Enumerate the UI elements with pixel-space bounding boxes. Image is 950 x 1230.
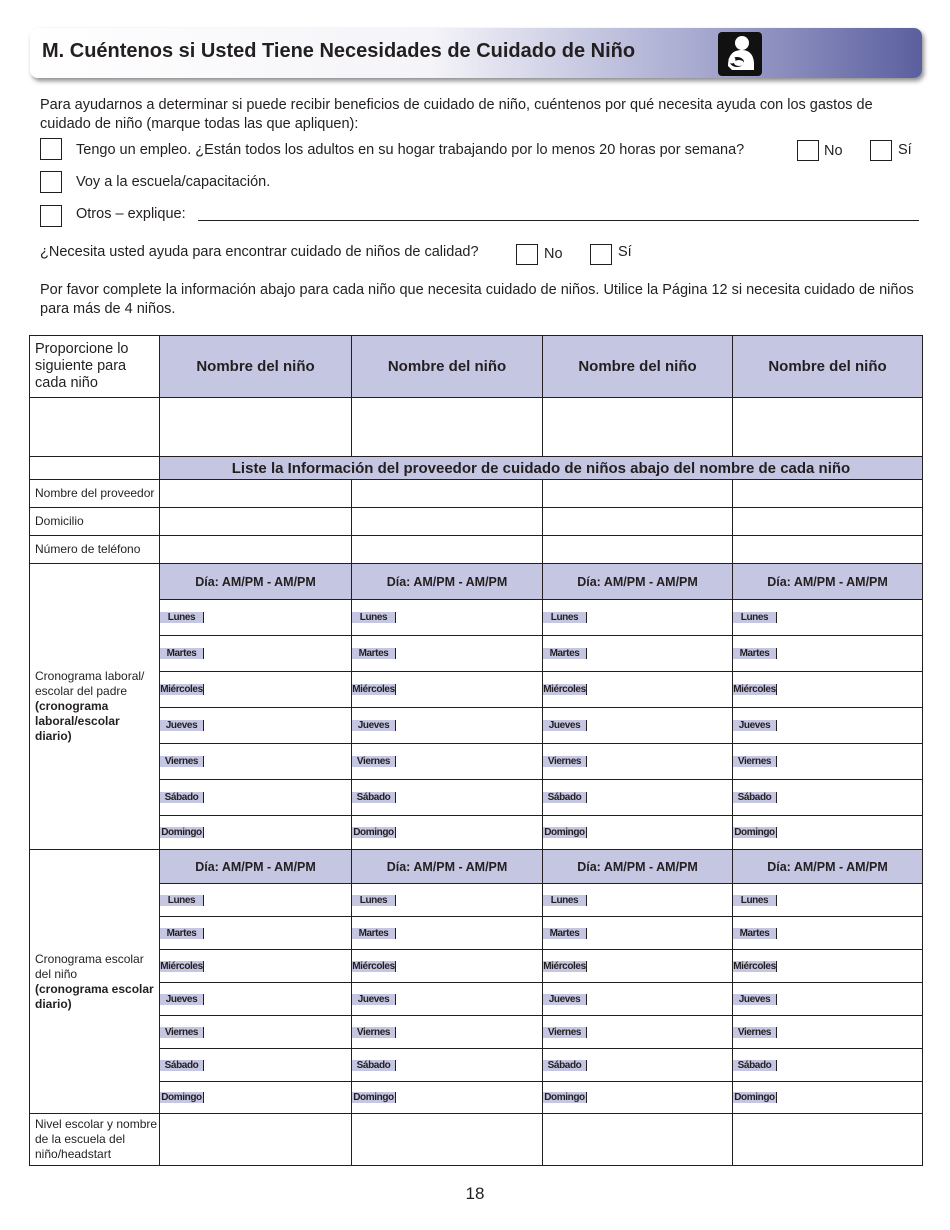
schedule-cell: [733, 1049, 923, 1082]
child-name-cell[interactable]: [543, 398, 733, 457]
child-name-header: Nombre del niño: [733, 336, 923, 398]
day-header: Día: AM/PM - AM/PM: [543, 564, 733, 600]
schedule-row: [352, 720, 542, 731]
schedule-cell: [543, 950, 733, 983]
day-label: Jueves: [733, 994, 777, 1005]
schedule-row: [543, 684, 732, 695]
provider-phone-cell[interactable]: [733, 536, 923, 564]
provider-address-cell[interactable]: [352, 508, 543, 536]
schedule-row: [733, 792, 922, 803]
schedule-row: [160, 1027, 351, 1038]
schedule-time-cell[interactable]: [777, 612, 922, 623]
school-level-cell[interactable]: [543, 1114, 733, 1166]
provider-phone-label: Número de teléfono: [30, 536, 160, 564]
children-care-table: [29, 335, 923, 1166]
day-label: Domingo: [733, 1092, 777, 1103]
day-label: Martes: [543, 648, 587, 659]
provider-name-cell[interactable]: [160, 480, 352, 508]
schedule-row: [352, 1092, 542, 1103]
mother-child-icon: [718, 32, 762, 76]
schedule-row: [160, 928, 351, 939]
schedule-time-cell[interactable]: [777, 756, 922, 767]
schedule-cell: [733, 636, 923, 672]
day-header: Día: AM/PM - AM/PM: [160, 564, 352, 600]
day-label: Viernes: [543, 756, 587, 767]
schedule-cell: [160, 950, 352, 983]
schedule-time-cell[interactable]: [587, 1092, 732, 1103]
schedule-cell: [160, 1082, 352, 1114]
schedule-cell: [543, 917, 733, 950]
schedule-row: [543, 895, 732, 906]
schedule-cell: [543, 1082, 733, 1114]
schedule-cell: [352, 744, 543, 780]
schedule-row: [733, 720, 922, 731]
schedule-time-cell[interactable]: [587, 612, 732, 623]
schedule-time-cell[interactable]: [396, 994, 542, 1005]
blank-cell: [30, 398, 160, 457]
schedule-time-cell[interactable]: [587, 1060, 732, 1071]
adults-working-yes-label: Sí: [898, 142, 912, 158]
schedule-row: [543, 1060, 732, 1071]
day-label: Sábado: [543, 1060, 587, 1071]
provider-phone-cell[interactable]: [352, 536, 543, 564]
schedule-time-cell[interactable]: [204, 1092, 351, 1103]
schedule-row: [160, 961, 351, 972]
other-explain-line[interactable]: [198, 220, 919, 221]
schedule-row: [543, 756, 732, 767]
schedule-row: [733, 1060, 922, 1071]
day-label: Sábado: [160, 792, 204, 803]
schedule-row: [160, 1092, 351, 1103]
day-label: Martes: [733, 648, 777, 659]
schedule-cell: [160, 983, 352, 1016]
schedule-cell: [733, 816, 923, 850]
schedule-row: [543, 648, 732, 659]
schedule-time-cell[interactable]: [587, 792, 732, 803]
schedule-cell: [733, 1016, 923, 1049]
schedule-time-cell[interactable]: [777, 792, 922, 803]
schedule-row: [733, 928, 922, 939]
schedule-time-cell[interactable]: [204, 928, 351, 939]
schedule-cell: [733, 1082, 923, 1114]
schedule-row: [160, 612, 351, 623]
child-name-cell[interactable]: [733, 398, 923, 457]
schedule-time-cell[interactable]: [587, 684, 732, 695]
day-label: Miércoles: [543, 684, 586, 695]
schedule-cell: [352, 884, 543, 917]
schedule-row: [543, 792, 732, 803]
quality-yes-label: Sí: [618, 244, 632, 260]
schedule-cell: [160, 708, 352, 744]
schedule-cell: [352, 1082, 543, 1114]
child-name-header: Nombre del niño: [352, 336, 543, 398]
schedule-time-cell[interactable]: [777, 1060, 922, 1071]
day-label: Sábado: [543, 792, 587, 803]
adults-working-no-label: No: [824, 143, 843, 159]
schedule-time-cell[interactable]: [777, 827, 922, 838]
schedule-row: [543, 827, 732, 838]
schedule-cell: [352, 708, 543, 744]
day-label: Jueves: [733, 720, 777, 731]
schedule-time-cell[interactable]: [396, 792, 542, 803]
schedule-time-cell[interactable]: [204, 756, 351, 767]
schedule-row: [352, 895, 542, 906]
schedule-time-cell[interactable]: [204, 648, 351, 659]
schedule-row: [733, 895, 922, 906]
schedule-cell: [160, 1049, 352, 1082]
schedule-row: [352, 928, 542, 939]
child-name-cell[interactable]: [352, 398, 543, 457]
schedule-time-cell[interactable]: [204, 720, 351, 731]
school-level-label: Nivel escolar y nombre de la escuela del niño/headstart: [30, 1114, 160, 1166]
section-header: [30, 28, 922, 78]
schedule-row: [160, 648, 351, 659]
day-label: Jueves: [352, 720, 396, 731]
schedule-row: [733, 827, 922, 838]
schedule-cell: [733, 950, 923, 983]
schedule-time-cell[interactable]: [396, 648, 542, 659]
schedule-row: [352, 612, 542, 623]
adults-working-yes-checkbox[interactable]: [870, 140, 892, 161]
child-name-header: Nombre del niño: [160, 336, 352, 398]
schedule-time-cell[interactable]: [777, 1027, 922, 1038]
schedule-row: [160, 895, 351, 906]
schedule-row: [160, 684, 351, 695]
schedule-row: [352, 961, 542, 972]
day-label: Domingo: [543, 827, 587, 838]
day-label: Lunes: [543, 895, 587, 906]
quality-no-label: No: [544, 246, 563, 262]
schedule-row: [160, 1060, 351, 1071]
schedule-cell: [160, 816, 352, 850]
schedule-time-cell[interactable]: [396, 928, 542, 939]
schedule-row: [160, 756, 351, 767]
schedule-row: [733, 961, 922, 972]
schedule-row: [352, 1027, 542, 1038]
schedule-row: [543, 1027, 732, 1038]
schedule-time-cell[interactable]: [204, 612, 351, 623]
day-label: Miércoles: [733, 960, 776, 972]
day-label: Viernes: [733, 1027, 777, 1038]
day-label: Domingo: [543, 1092, 587, 1103]
day-label: Miércoles: [160, 684, 203, 695]
day-label: Lunes: [543, 612, 587, 623]
quality-question: ¿Necesita usted ayuda para encontrar cuidado de niños de calidad?: [40, 244, 479, 260]
schedule-time-cell[interactable]: [587, 720, 732, 731]
schedule-time-cell[interactable]: [777, 961, 922, 972]
schedule-cell: [733, 884, 923, 917]
day-label: Sábado: [160, 1060, 204, 1071]
schedule-row: [733, 648, 922, 659]
day-label: Viernes: [160, 1027, 204, 1038]
day-label: Domingo: [733, 827, 777, 838]
schedule-time-cell[interactable]: [396, 895, 542, 906]
day-label: Miércoles: [733, 684, 776, 695]
day-label: Viernes: [543, 1027, 587, 1038]
schedule-row: [352, 756, 542, 767]
provider-name-label: Nombre del proveedor: [30, 480, 160, 508]
day-label: Lunes: [733, 612, 777, 623]
schedule-row: [352, 684, 542, 695]
parent-schedule-bold: (cronograma laboral/escolar diario): [35, 699, 120, 743]
schedule-cell: [543, 983, 733, 1016]
schedule-row: [352, 994, 542, 1005]
schedule-cell: [733, 672, 923, 708]
day-label: Domingo: [352, 827, 396, 838]
day-header: Día: AM/PM - AM/PM: [352, 564, 543, 600]
provider-address-cell[interactable]: [733, 508, 923, 536]
schedule-cell: [733, 983, 923, 1016]
schedule-cell: [352, 983, 543, 1016]
schedule-row: [160, 792, 351, 803]
schedule-cell: [543, 708, 733, 744]
child-name-cell[interactable]: [160, 398, 352, 457]
day-label: Jueves: [543, 994, 587, 1005]
day-label: Miércoles: [543, 960, 586, 972]
day-label: Sábado: [352, 1060, 396, 1071]
schedule-time-cell[interactable]: [587, 994, 732, 1005]
schedule-cell: [160, 672, 352, 708]
schedule-row: [352, 648, 542, 659]
schedule-time-cell[interactable]: [777, 648, 922, 659]
day-label: Jueves: [160, 994, 204, 1005]
schedule-cell: [160, 884, 352, 917]
schedule-time-cell[interactable]: [777, 928, 922, 939]
schedule-row: [543, 961, 732, 972]
schedule-row: [352, 792, 542, 803]
day-label: Lunes: [160, 895, 204, 906]
day-label: Miércoles: [160, 960, 203, 972]
schedule-row: [160, 994, 351, 1005]
adults-working-no-checkbox[interactable]: [797, 140, 819, 161]
day-label: Lunes: [352, 895, 396, 906]
parent-schedule-label: [30, 564, 160, 850]
provider-phone-cell[interactable]: [543, 536, 733, 564]
provider-name-cell[interactable]: [733, 480, 923, 508]
schedule-time-cell[interactable]: [396, 1092, 542, 1103]
schedule-time-cell[interactable]: [396, 1060, 542, 1071]
provider-name-cell[interactable]: [543, 480, 733, 508]
schedule-time-cell[interactable]: [204, 1027, 351, 1038]
schedule-time-cell[interactable]: [204, 792, 351, 803]
schedule-row: [733, 1092, 922, 1103]
schedule-cell: [160, 1016, 352, 1049]
schedule-row: [352, 827, 542, 838]
quality-no-checkbox[interactable]: [516, 244, 538, 265]
other-checkbox[interactable]: [40, 205, 62, 227]
employment-label: Tengo un empleo. ¿Están todos los adultos en su hogar trabajando por lo menos 20 horas por semana?: [76, 142, 745, 158]
day-label: Martes: [543, 928, 587, 939]
schedule-time-cell[interactable]: [587, 928, 732, 939]
schedule-time-cell[interactable]: [396, 827, 542, 838]
parent-schedule-text: Cronograma laboral/ escolar del padre: [35, 669, 145, 698]
schedule-cell: [352, 780, 543, 816]
child-schedule-bold: (cronograma escolar diario): [35, 981, 154, 1011]
schedule-time-cell[interactable]: [777, 720, 922, 731]
school-label: Voy a la escuela/capacitación.: [76, 174, 271, 190]
schedule-cell: [543, 600, 733, 636]
schedule-row: [543, 928, 732, 939]
schedule-cell: [543, 1049, 733, 1082]
schedule-time-cell[interactable]: [587, 756, 732, 767]
child-name-header: Nombre del niño: [543, 336, 733, 398]
day-label: Sábado: [352, 792, 396, 803]
provider-name-cell[interactable]: [352, 480, 543, 508]
day-header: Día: AM/PM - AM/PM: [543, 850, 733, 884]
schedule-cell: [733, 708, 923, 744]
schedule-cell: [352, 600, 543, 636]
schedule-cell: [160, 600, 352, 636]
schedule-row: [733, 756, 922, 767]
schedule-row: [543, 720, 732, 731]
day-label: Viernes: [352, 1027, 396, 1038]
page-number: 18: [465, 1184, 485, 1203]
schedule-time-cell[interactable]: [396, 961, 542, 972]
day-label: Martes: [733, 928, 777, 939]
school-checkbox[interactable]: [40, 171, 62, 193]
schedule-cell: [160, 744, 352, 780]
day-label: Sábado: [733, 792, 777, 803]
section-title: M. Cuéntenos si Usted Tiene Necesidades de Cuidado de Niño: [42, 40, 636, 62]
day-label: Sábado: [733, 1060, 777, 1071]
day-label: Domingo: [160, 1092, 204, 1103]
schedule-cell: [733, 744, 923, 780]
schedule-cell: [352, 672, 543, 708]
schedule-row: [543, 1092, 732, 1103]
schedule-time-cell[interactable]: [204, 994, 351, 1005]
provider-banner: Liste la Información del proveedor de cuidado de niños abajo del nombre de cada niño: [160, 457, 923, 480]
provider-phone-cell[interactable]: [160, 536, 352, 564]
schedule-row: [160, 827, 351, 838]
day-label: Martes: [160, 648, 204, 659]
day-header: Día: AM/PM - AM/PM: [352, 850, 543, 884]
intro-text: Para ayudarnos a determinar si puede recibir beneficios de cuidado de niño, cuéntenos por qué necesita ayuda con los gastos de cuidado de niño (marque todas las que apliquen):: [40, 97, 873, 132]
schedule-cell: [352, 1016, 543, 1049]
day-label: Jueves: [543, 720, 587, 731]
schedule-cell: [733, 600, 923, 636]
day-header: Día: AM/PM - AM/PM: [160, 850, 352, 884]
schedule-time-cell[interactable]: [587, 827, 732, 838]
child-schedule-label: [30, 850, 160, 1114]
day-label: Miércoles: [352, 960, 395, 972]
provider-address-cell[interactable]: [543, 508, 733, 536]
other-label: Otros – explique:: [76, 206, 186, 222]
schedule-time-cell[interactable]: [396, 612, 542, 623]
quality-yes-checkbox[interactable]: [590, 244, 612, 265]
day-label: Jueves: [352, 994, 396, 1005]
schedule-time-cell[interactable]: [587, 1027, 732, 1038]
schedule-cell: [543, 744, 733, 780]
schedule-cell: [352, 1049, 543, 1082]
schedule-cell: [733, 780, 923, 816]
day-label: Lunes: [160, 612, 204, 623]
school-level-cell[interactable]: [160, 1114, 352, 1166]
day-header: Día: AM/PM - AM/PM: [733, 564, 923, 600]
day-label: Martes: [352, 928, 396, 939]
schedule-time-cell[interactable]: [396, 756, 542, 767]
schedule-row: [733, 612, 922, 623]
day-label: Viernes: [160, 756, 204, 767]
school-level-cell[interactable]: [352, 1114, 543, 1166]
schedule-time-cell[interactable]: [777, 994, 922, 1005]
schedule-time-cell[interactable]: [204, 684, 351, 695]
child-schedule-text: Cronograma escolar del niño: [35, 951, 144, 981]
schedule-time-cell[interactable]: [777, 684, 922, 695]
schedule-cell: [543, 672, 733, 708]
schedule-cell: [352, 917, 543, 950]
schedule-row: [543, 994, 732, 1005]
schedule-cell: [160, 636, 352, 672]
schedule-cell: [160, 917, 352, 950]
schedule-cell: [543, 636, 733, 672]
employment-checkbox[interactable]: [40, 138, 62, 160]
day-label: Lunes: [733, 895, 777, 906]
schedule-time-cell[interactable]: [587, 648, 732, 659]
schedule-row: [352, 1060, 542, 1071]
day-label: Lunes: [352, 612, 396, 623]
schedule-time-cell[interactable]: [204, 895, 351, 906]
day-label: Miércoles: [352, 684, 395, 695]
schedule-time-cell[interactable]: [204, 961, 351, 972]
day-label: Domingo: [352, 1092, 396, 1103]
schedule-cell: [733, 917, 923, 950]
schedule-cell: [543, 816, 733, 850]
schedule-time-cell[interactable]: [396, 720, 542, 731]
schedule-cell: [352, 950, 543, 983]
schedule-row: [733, 1027, 922, 1038]
school-level-cell[interactable]: [733, 1114, 923, 1166]
schedule-cell: [352, 816, 543, 850]
schedule-time-cell[interactable]: [777, 1092, 922, 1103]
schedule-time-cell[interactable]: [396, 684, 542, 695]
day-label: Domingo: [160, 827, 204, 838]
schedule-row: [543, 612, 732, 623]
schedule-cell: [352, 636, 543, 672]
day-header: Día: AM/PM - AM/PM: [733, 850, 923, 884]
schedule-time-cell[interactable]: [204, 827, 351, 838]
schedule-time-cell[interactable]: [587, 961, 732, 972]
instructions-text: Por favor complete la información abajo para cada niño que necesita cuidado de niños. Utilice la Página 12 si necesita cuidado de niños para más de 4 niños.: [40, 282, 914, 317]
schedule-row: [160, 720, 351, 731]
provider-address-cell[interactable]: [160, 508, 352, 536]
day-label: Jueves: [160, 720, 204, 731]
schedule-time-cell[interactable]: [396, 1027, 542, 1038]
day-label: Martes: [352, 648, 396, 659]
blank-cell: [30, 457, 160, 480]
schedule-time-cell[interactable]: [777, 895, 922, 906]
schedule-cell: [543, 780, 733, 816]
schedule-time-cell[interactable]: [587, 895, 732, 906]
corner-label: Proporcione lo siguiente para cada niño: [30, 336, 160, 398]
schedule-cell: [160, 780, 352, 816]
schedule-row: [733, 684, 922, 695]
day-label: Martes: [160, 928, 204, 939]
provider-address-label: Domicilio: [30, 508, 160, 536]
day-label: Viernes: [733, 756, 777, 767]
schedule-time-cell[interactable]: [204, 1060, 351, 1071]
schedule-row: [733, 994, 922, 1005]
day-label: Viernes: [352, 756, 396, 767]
schedule-cell: [543, 1016, 733, 1049]
schedule-cell: [543, 884, 733, 917]
